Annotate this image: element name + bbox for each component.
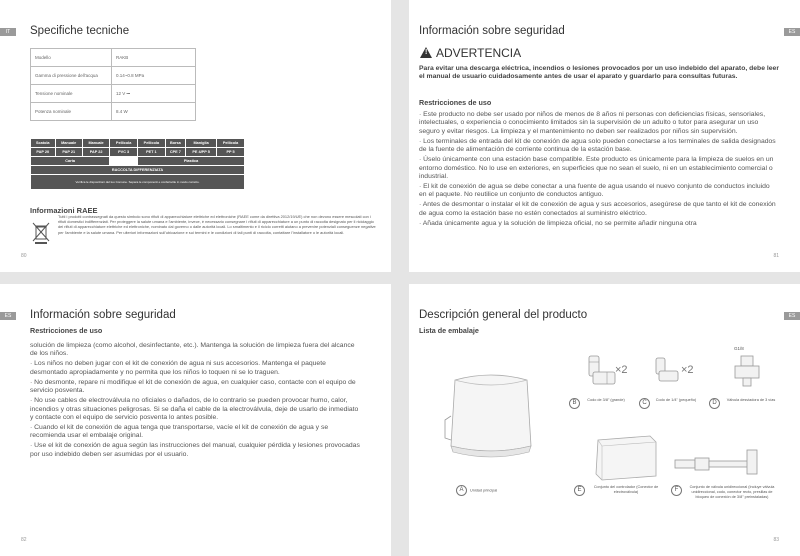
main-unit-image (441, 372, 541, 462)
elbow-small-image (652, 356, 682, 386)
language-tab: IT (0, 28, 16, 36)
warning-heading: ! ADVERTENCIA (420, 46, 521, 60)
page-descripcion (409, 284, 800, 556)
list-item: · No desmonte, repare ni modifique el kit de conexión de agua, en cualquier caso, contacte con el equipo de servicio posventa. (30, 378, 356, 395)
elbow-large-image (585, 354, 619, 390)
list-item: · Use el kit de conexión de agua según las instrucciones del manual, cualquier pérdida y lesiones provocadas por uso indebido deben ser asumidas por el usuario. (30, 442, 360, 458)
page-number: 80 (21, 253, 27, 259)
list-item: · Este producto no debe ser usado por niños de menos de 8 años ni personas con deficiencias físicas, sensoriales, intelectuales, o experiencia o conocimiento limitados sin la supervisión de un adulto o tutor para asegurar un uso seguro y evitar riesgos. La limpieza y el mantenimiento no deben ser realizados por niños sin supervisión. (419, 111, 766, 135)
list-item: · Los terminales de entrada del kit de conexión de agua solo pueden conectarse a los terminales de salida designados de la fuente de alimentación de corriente continua de la estación base. (419, 137, 776, 154)
page-number: 81 (773, 253, 779, 259)
page-number: 82 (21, 537, 27, 543)
raee-title: Informazioni RAEE (30, 206, 98, 215)
warning-intro: Para evitar una descarga eléctrica, incendios o lesiones provocados por un uso indebido del aparato, debe leer el manual de usuario cuidadosamente antes de usar el aparato y guardarlo para consultas futuras. (419, 65, 779, 81)
page-title: Información sobre seguridad (30, 309, 176, 321)
section-heading: Restricciones de uso (419, 98, 492, 107)
weee-bin-icon (32, 222, 50, 244)
list-item: · No use cables de electroválvula no oficiales o dañados, de lo contrario se pueden provocar humo, calor, incendios y otras situaciones peligrosas. Si se daña el cable de la electroválvula, deje de usarlo de inmediato y contacte con el equipo de servicio posventa lo antes posible. (30, 397, 359, 422)
packing-list-title: Lista de embalaje (419, 326, 479, 335)
page-title: Información sobre seguridad (419, 25, 565, 37)
item-c-label: C Codo de 1/4" (pequeño) (639, 398, 699, 409)
item-b-label: B Codo de 3/8" (grande) (569, 398, 629, 409)
item-e-label: E Conjunto del controlador (Conector de electroválvula) (574, 485, 664, 496)
spec-table (30, 48, 196, 121)
quantity-c: ×2 (681, 364, 694, 376)
valve-size-label: G1/8 (734, 346, 744, 351)
item-a-label: A Unidad principal (456, 485, 497, 496)
controller-assembly-image (592, 432, 660, 482)
list-item: · Añada únicamente agua y la solución de limpieza oficial, no se permite añadir ninguna otra (419, 219, 697, 227)
item-d-label: D Válvula desviadora de 3 vías (709, 398, 779, 409)
page-number: 83 (773, 537, 779, 543)
list-item: solución de limpieza (como alcohol, desinfectante, etc.). Mantenga la solución de limpieza fuera del alcance de los niños. (30, 342, 355, 358)
quantity-b: ×2 (615, 364, 628, 376)
table-row: Potenza nominale 8.4 W (31, 103, 196, 121)
list-item: · El kit de conexión de agua se debe conectar a una fuente de agua usando el nuevo conjunto de conductos incluido en el paquete. No reutilice un conjunto de conductos antiguo. (419, 183, 770, 199)
table-row: Tensione nominale 12 V ⎓ (31, 85, 196, 103)
page-title: Descripción general del producto (419, 309, 588, 321)
language-tab: ES (784, 28, 800, 36)
page-seguridad-1 (409, 0, 800, 272)
list-item: · Antes de desmontar o instalar el kit de conexión de agua y sus accesorios, asegúrese de que tanto el kit de conexión de agua como la estación base no estén conectados al suministro eléctrico. (419, 201, 776, 217)
diverter-valve-image (733, 354, 761, 388)
bullet-list (30, 342, 360, 461)
list-item: · Úselo únicamente con una estación base compatible. Este producto es únicamente para la limpieza de suelos en un entorno doméstico. No lo use en exteriores, en superficies que no sean el suelo, ni en un establecimiento comercial o industrial. (419, 156, 774, 181)
page-specifiche (0, 0, 391, 272)
page-title: Specifiche tecniche (30, 25, 130, 37)
language-tab: ES (784, 312, 800, 320)
list-item: · Los niños no deben jugar con el kit de conexión de agua ni sus accesorios. Mantenga el paquete desmontado apropiadamente y no permita que los niños lo toquen ni se lo traguen. (30, 360, 326, 376)
page-seguridad-2 (0, 284, 391, 556)
raee-text: Tutti i prodotti contrassegnati da questo simbolo sono rifiuti di apparecchiature elettriche ed elettroniche (RAEE come da direttiva 2012/19/UE) che non devono essere mescolati con i rifiuti domestici indifferenziati. Per proteggere la salute umana e l'ambiente, invece, è necessario consegnare i rifiuti di apparecchiature a un punto di raccolta designato per il riciclaggio dei rifiuti di apparecchiature elettriche ed elettroniche, nominato dal governo o dalle autorità locali. Lo smaltimento e il riciclo corretti aiutano a prevenire potenziali conseguenze negative per l'ambiente e la salute umana. Per ulteriori informazioni sull'ubicazione e sui termini e le condizioni di tali punti di raccolta, contattare l'installatore o le autorità locali. (58, 214, 376, 235)
table-row: Modello RAKB (31, 49, 196, 67)
recycling-table: Scatola Manuale Manuale Pellicola Pellicola Borsa Maniglia Pellicola PAP 20 PAP 21 PAP 22 PVC 3 PET 1 CPE 7 PE 4/PP 5 PP 5 Carta Plastica RACCOLTA DIFFERENZIATA Verifica le disposizioni del tuo Comune. Separa le componenti e conferiscile in modo corretto. (30, 138, 245, 190)
list-item: · Cuando el kit de conexión de agua tenga que transportarse, vacíe el kit de conexión de agua y se recomienda usar el embalaje original. (30, 424, 329, 440)
language-tab: ES (0, 312, 16, 320)
section-heading: Restricciones de uso (30, 326, 103, 335)
item-f-label: F Conjunto de válvula unidireccional (Incluye válvula unidireccional, codo, conector recto, presillas de bloqueo de conexión de 3/8" preinstaladas) (671, 485, 779, 500)
table-row: Gamma di pressione dell'acqua 0.14~0.8 MPa (31, 67, 196, 85)
check-valve-assembly-image (671, 444, 761, 480)
bullet-list (419, 111, 779, 230)
warning-icon: ! (420, 47, 432, 58)
